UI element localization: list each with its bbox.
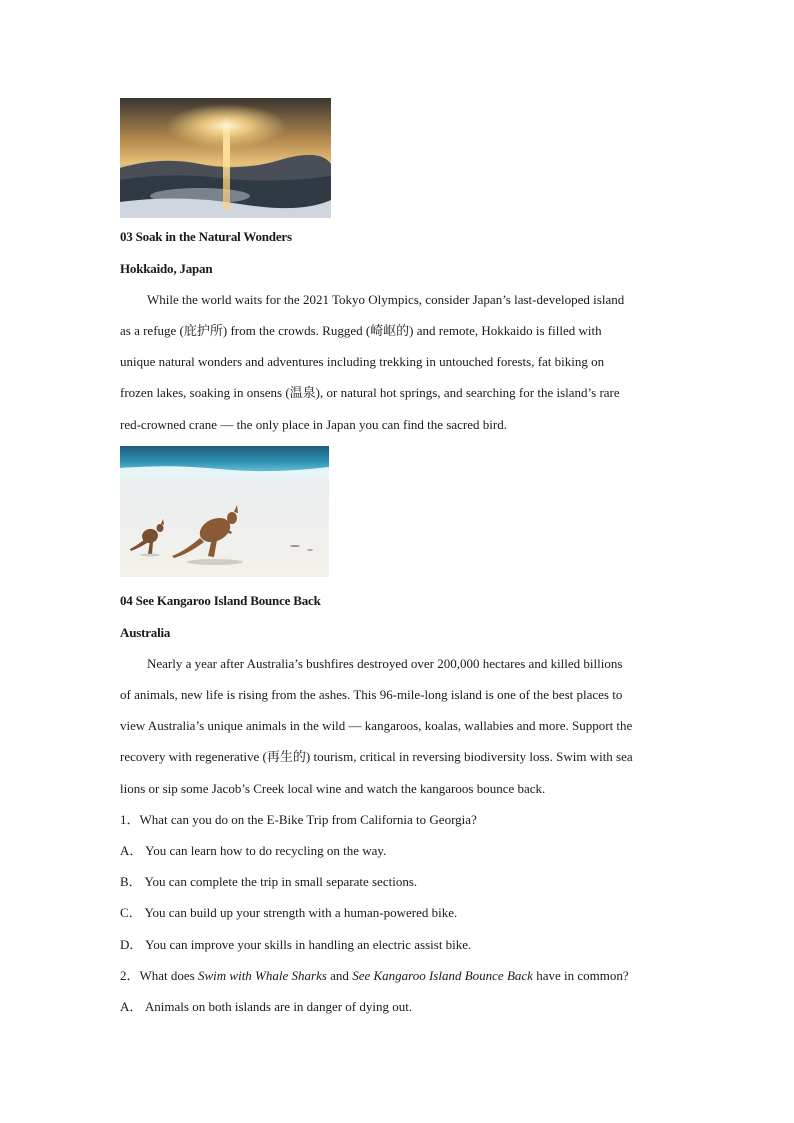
question-2-option-a: A． Animals on both islands are in danger of dying out. [120, 999, 413, 1014]
question-2-stem [120, 968, 629, 984]
section-04-paragraph-line: Nearly a year after Australia’s bushfires destroyed over 200,000 hectares and killed billions [147, 656, 623, 671]
section-03-location: Hokkaido, Japan [120, 261, 213, 276]
question-2-mid: and [326, 968, 353, 983]
question-1-option-d: D． You can improve your skills in handling an electric assist bike. [120, 937, 472, 952]
question-1-option-a: A． You can learn how to do recycling on the way. [120, 843, 387, 858]
question-1-option-c: C． You can build up your strength with a human-powered bike. [120, 905, 458, 920]
question-1-option-b: B． You can complete the trip in small separate sections. [120, 874, 418, 889]
hokkaido-sunrise-photo [120, 98, 331, 218]
section-04-paragraph-line: of animals, new life is rising from the ashes. This 96-mile-long island is one of the best places to [120, 687, 623, 702]
section-04-location: Australia [120, 625, 171, 640]
kangaroo-beach-photo [120, 446, 329, 577]
question-1-stem: 1．What can you do on the E-Bike Trip from California to Georgia? [120, 812, 477, 827]
section-03-paragraph-line: as a refuge (庇护所) from the crowds. Rugged (崎岖的) and remote, Hokkaido is filled with [120, 323, 602, 338]
section-03-paragraph-line: unique natural wonders and adventures including trekking in untouched forests, fat biking on [120, 354, 605, 369]
section-04-paragraph-line: recovery with regenerative (再生的) tourism, critical in reversing biodiversity loss. Swim with sea [120, 749, 633, 764]
question-2-title-2: See Kangaroo Island Bounce Back [352, 968, 533, 983]
question-2-prefix: 2．What does [120, 968, 198, 983]
section-03-paragraph-line: frozen lakes, soaking in onsens (温泉), or natural hot springs, and searching for the island’s rare [120, 385, 620, 400]
section-04-heading: 04 See Kangaroo Island Bounce Back [120, 593, 321, 608]
section-04-paragraph-line: view Australia’s unique animals in the wild — kangaroos, koalas, wallabies and more. Support the [120, 718, 633, 733]
section-03-heading: 03 Soak in the Natural Wonders [120, 229, 292, 244]
question-2-suffix: have in common? [532, 968, 629, 983]
section-03-paragraph-line: red-crowned crane — the only place in Japan you can find the sacred bird. [120, 417, 507, 432]
question-2-title-1: Swim with Whale Sharks [197, 968, 327, 983]
section-04-paragraph-line: lions or sip some Jacob’s Creek local wine and watch the kangaroos bounce back. [120, 781, 546, 796]
section-03-paragraph-line: While the world waits for the 2021 Tokyo Olympics, consider Japan’s last-developed island [147, 292, 625, 307]
